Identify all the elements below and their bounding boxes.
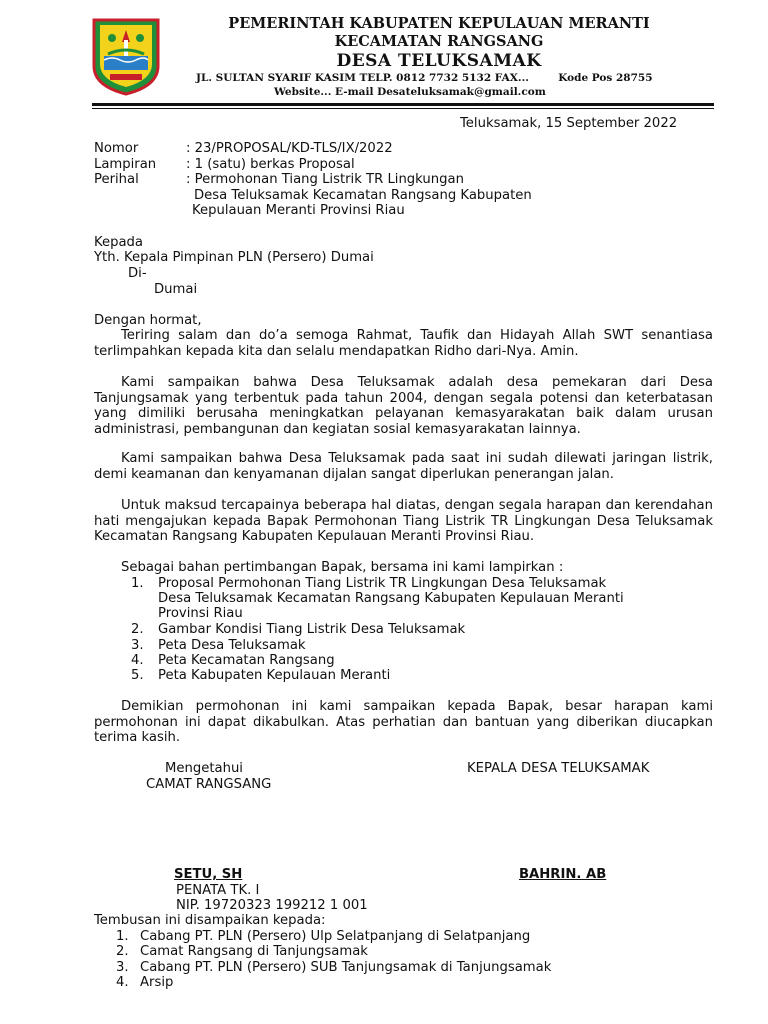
closing-paragraph: Demikian permohonan ini kami sampaikan kepada Bapak, besar harapan kami permohonan ini dapat dikabulkan. Atas perhatian dan bantuan yang diberikan diucapkan terima kasih. — [94, 699, 713, 746]
paragraph-5: Sebagai bahan pertimbangan Bapak, bersama ini kami lampirkan : — [121, 560, 564, 575]
attachment-1-line-1: Proposal Permohonan Tiang Listrik TR Lingkungan Desa Teluksamak — [158, 576, 607, 591]
cc-item-4: Arsip — [140, 975, 174, 990]
signature-right-title: KEPALA DESA TELUKSAMAK — [467, 761, 650, 776]
perihal-line-1: : Permohonan Tiang Listrik TR Lingkungan — [186, 172, 464, 187]
letterhead-village: DESA TELUKSAMAK — [336, 51, 542, 71]
recipient-kepada: Kepada — [94, 235, 144, 250]
cc-num-1: 1. — [116, 929, 129, 944]
cc-item-2: Camat Rangsang di Tanjungsamak — [140, 944, 368, 959]
perihal-line-3: Kepulauan Meranti Provinsi Riau — [192, 203, 405, 218]
cc-item-1: Cabang PT. PLN (Persero) Ulp Selatpanjang di Selatpanjang — [140, 929, 531, 944]
nomor-value: : 23/PROPOSAL/KD-TLS/IX/2022 — [186, 141, 393, 156]
paragraph-1: Teriring salam dan do’a semoga Rahmat, Taufik dan Hidayah Allah SWT senantiasa terlimpahkan kepada kita dan selalu mendapatkan Ridho dari-Nya. Amin. — [94, 328, 713, 359]
signature-left-name: SETU, SH — [174, 867, 243, 882]
letterhead-thick-rule — [92, 103, 714, 106]
letterhead-district: KECAMATAN RANGSANG — [334, 33, 544, 50]
paragraph-2: Kami sampaikan bahwa Desa Teluksamak adalah desa pemekaran dari Desa Tanjungsamak yang terbentuk pada tahun 2004, dengan segala potensi dan keterbatasan yang dimiliki berusaha meningkatkan pelayanan kemasyarakatan baik dalam urusan administrasi, pembangunan dan kegiatan sosial kemasyarakatan lainnya. — [94, 375, 713, 437]
paragraph-3: Kami sampaikan bahwa Desa Teluksamak pada saat ini sudah dilewati jaringan listrik, demi keamanan dan kenyamanan dijalan sangat diperlukan penerangan jalan. — [94, 451, 713, 482]
attachment-3: Peta Desa Teluksamak — [158, 638, 306, 653]
cc-item-3: Cabang PT. PLN (Persero) SUB Tanjungsamak di Tanjungsamak — [140, 960, 552, 975]
attachment-num-2: 2. — [131, 622, 144, 637]
letterhead-thin-rule — [92, 108, 714, 109]
attachment-1-line-2: Desa Teluksamak Kecamatan Rangsang Kabupaten Kepulauan Meranti — [158, 591, 624, 606]
lampiran-value: : 1 (satu) berkas Proposal — [186, 157, 355, 172]
perihal-line-2: Desa Teluksamak Kecamatan Rangsang Kabupaten — [194, 188, 532, 203]
signature-left-nip: NIP. 19720323 199212 1 001 — [176, 898, 368, 913]
recipient-yth: Yth. Kepala Pimpinan PLN (Persero) Dumai — [94, 250, 374, 265]
attachment-2: Gambar Kondisi Tiang Listrik Desa Teluksamak — [158, 622, 466, 637]
postcode-text: Kode Pos 28755 — [558, 72, 653, 84]
perihal-label: Perihal — [94, 172, 139, 187]
address-text: JL. SULTAN SYARIF KASIM TELP. 0812 7732 5132 FAX... — [196, 72, 529, 84]
letter-date: Teluksamak, 15 September 2022 — [460, 116, 678, 131]
signature-left-title-2: CAMAT RANGSANG — [146, 777, 272, 792]
letterhead-address — [196, 72, 653, 84]
cc-heading: Tembusan ini disampaikan kepada: — [94, 913, 326, 928]
letterhead-contact: Website... E-mail Desateluksamak@gmail.com — [274, 86, 546, 98]
cc-num-3: 3. — [116, 960, 129, 975]
attachment-5: Peta Kabupaten Kepulauan Meranti — [158, 668, 391, 683]
attachment-num-1: 1. — [131, 576, 144, 591]
cc-num-4: 4. — [116, 975, 129, 990]
signature-right-name: BAHRIN. AB — [519, 867, 607, 882]
recipient-city: Dumai — [154, 282, 198, 297]
kabupaten-meranti-crest-icon — [90, 16, 162, 96]
paragraph-4: Untuk maksud tercapainya beberapa hal diatas, dengan segala harapan dan kerendahan hati mengajukan kepada Bapak Permohonan Tiang Listrik TR Lingkungan Desa Teluksamak Kecamatan Rangsang Kabupaten Kepulauan Meranti Provinsi Riau. — [94, 498, 713, 545]
signature-left-title-1: Mengetahui — [165, 761, 243, 776]
attachment-num-4: 4. — [131, 653, 144, 668]
recipient-di: Di- — [128, 266, 147, 281]
cc-num-2: 2. — [116, 944, 129, 959]
greeting: Dengan hormat, — [94, 313, 202, 328]
attachment-num-5: 5. — [131, 668, 144, 683]
attachment-4: Peta Kecamatan Rangsang — [158, 653, 335, 668]
nomor-label: Nomor — [94, 141, 139, 156]
attachment-1-line-3: Provinsi Riau — [158, 606, 243, 621]
attachment-num-3: 3. — [131, 638, 144, 653]
signature-left-rank: PENATA TK. I — [176, 883, 260, 898]
letterhead-government: PEMERINTAH KABUPATEN KEPULAUAN MERANTI — [228, 15, 650, 32]
lampiran-label: Lampiran — [94, 157, 157, 172]
